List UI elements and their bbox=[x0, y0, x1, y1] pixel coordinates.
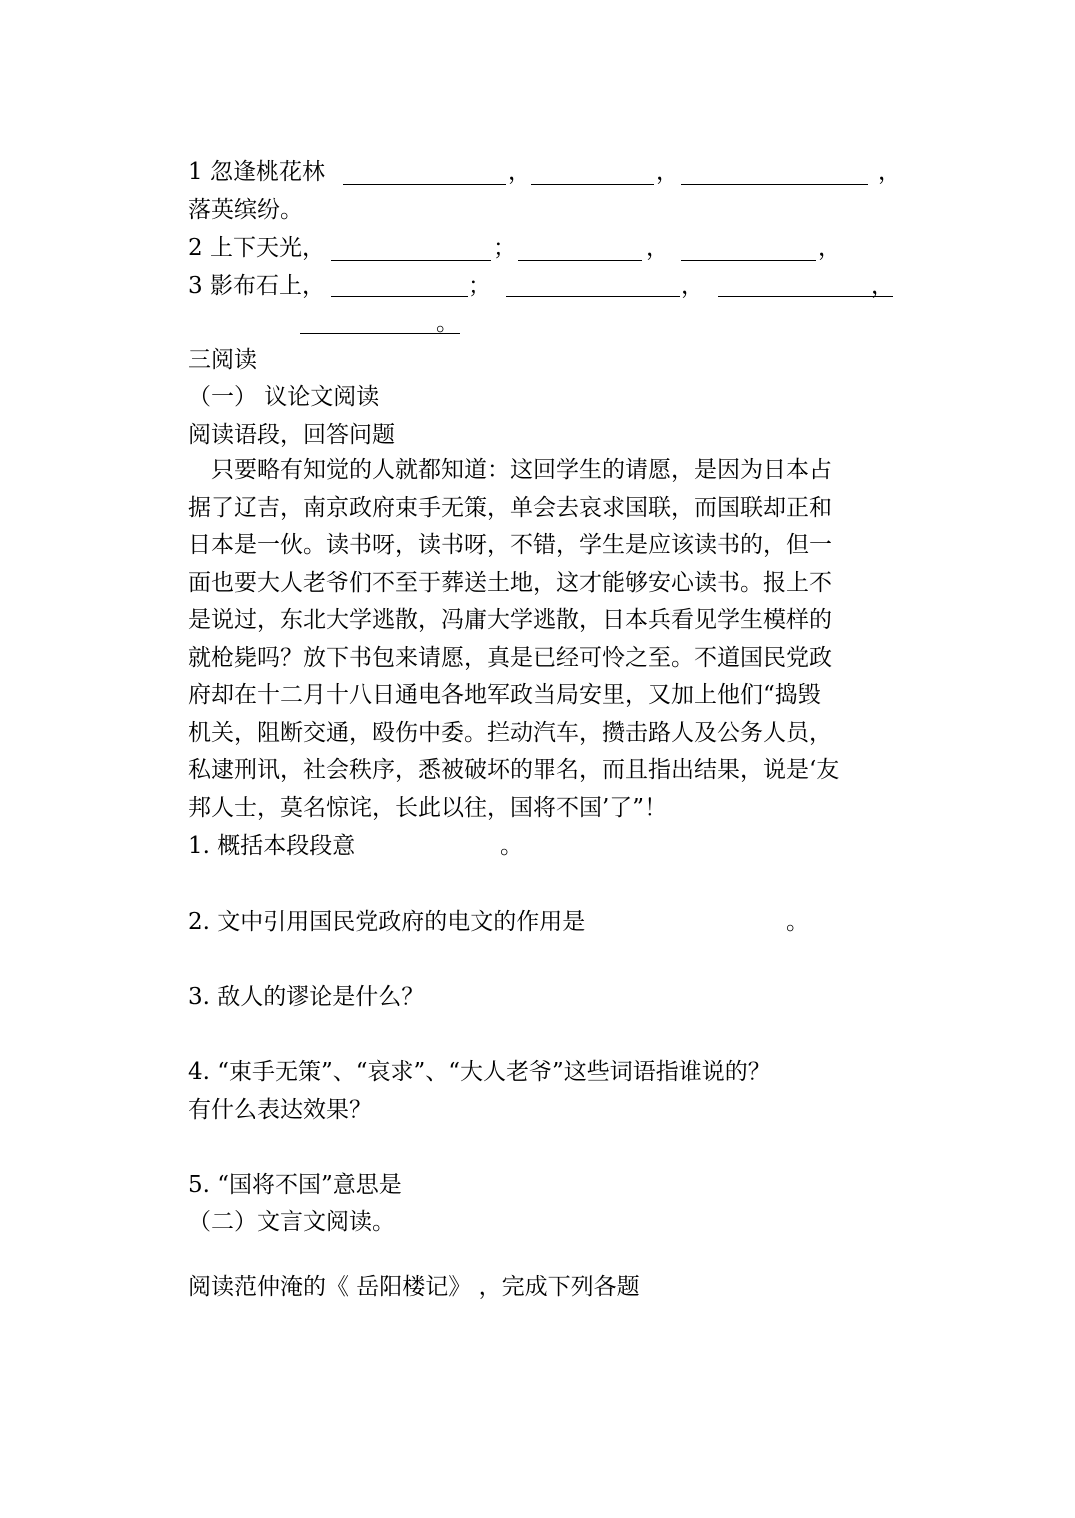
fill-blank[interactable] bbox=[531, 184, 654, 185]
fill-separator: ， bbox=[878, 159, 901, 185]
instruction-yueyanglou: 阅读范仲淹的《 岳阳楼记》 ，完成下列各题 bbox=[188, 1274, 640, 1300]
question-1-end: 。 bbox=[500, 833, 523, 859]
fill-blank[interactable] bbox=[506, 296, 680, 297]
passage-line: 机关，阻断交通，殴伤中委。拦动汽车，攒击路人及公务人员， bbox=[188, 719, 832, 746]
fill-q2-start: 2 上下天光， bbox=[188, 235, 325, 261]
fill-blank[interactable] bbox=[331, 260, 491, 261]
question-3: 3. 敌人的谬论是什么？ bbox=[188, 984, 425, 1010]
fill-q1-continuation: 落英缤纷。 bbox=[188, 197, 303, 223]
fill-blank[interactable] bbox=[681, 260, 816, 261]
fill-blank[interactable] bbox=[518, 260, 642, 261]
passage-line: 府却在十二月十八日通电各地军政当局安里，又加上他们“捣毁 bbox=[188, 682, 821, 708]
fill-separator: ， bbox=[818, 235, 841, 261]
fill-separator: ， bbox=[508, 159, 531, 185]
fill-separator: ； bbox=[468, 273, 491, 299]
fill-q3-start: 3 影布石上， bbox=[188, 273, 325, 299]
fill-blank[interactable] bbox=[718, 296, 893, 297]
passage-line: 邦人士，莫名惊诧，长此以往，国将不国’了”！ bbox=[188, 794, 668, 821]
passage bbox=[188, 452, 888, 827]
fill-blank[interactable] bbox=[681, 184, 868, 185]
passage-line: 只要略有知觉的人就都知道：这回学生的请愿，是因为日本占 bbox=[188, 457, 832, 483]
passage-line: 是说过，东北大学逃散，冯庸大学逃散，日本兵看见学生模样的 bbox=[188, 607, 832, 633]
fill-separator: ， bbox=[681, 273, 704, 299]
question-2-end: 。 bbox=[786, 909, 809, 935]
question-4-line2: 有什么表达效果？ bbox=[188, 1097, 372, 1123]
fill-blank[interactable] bbox=[331, 296, 468, 297]
passage-line: 面也要大人老爷们不至于葬送土地，这才能够安心读书。报上不 bbox=[188, 569, 832, 596]
passage-line: 日本是一伙。读书呀，读书呀，不错，学生是应该读书的，但一 bbox=[188, 532, 832, 558]
fill-q1-start: 1 忽逢桃花林 bbox=[188, 159, 325, 185]
subsection-classical: （二）文言文阅读。 bbox=[188, 1209, 395, 1235]
fill-separator: ， bbox=[646, 235, 669, 261]
question-5: 5. “国将不国”意思是 bbox=[188, 1172, 402, 1198]
fill-separator: ； bbox=[493, 235, 516, 261]
instruction-read-passage: 阅读语段，回答问题 bbox=[188, 422, 395, 448]
fill-separator: ， bbox=[871, 273, 894, 299]
fill-end-mark: 。 bbox=[436, 310, 459, 336]
passage-line: 私逮刑讯，社会秩序，悉被破坏的罪名，而且指出结果，说是‘友 bbox=[188, 757, 840, 783]
question-2: 2. 文中引用国民党政府的电文的作用是 bbox=[188, 909, 586, 935]
fill-separator: ， bbox=[656, 159, 679, 185]
passage-line: 据了辽吉，南京政府束手无策，单会去哀求国联，而国联却正和 bbox=[188, 494, 832, 521]
fill-blank[interactable] bbox=[343, 184, 506, 185]
question-4-line1: 4. “束手无策”、“哀求”、“大人老爷”这些词语指谁说的？ bbox=[188, 1059, 771, 1085]
section-title: 三阅读 bbox=[188, 347, 257, 373]
passage-line: 就枪毙吗？放下书包来请愿，真是已经可怜之至。不道国民党政 bbox=[188, 644, 832, 671]
question-1: 1. 概括本段段意 bbox=[188, 833, 356, 859]
subsection-argumentative: （一） 议论文阅读 bbox=[188, 384, 380, 410]
